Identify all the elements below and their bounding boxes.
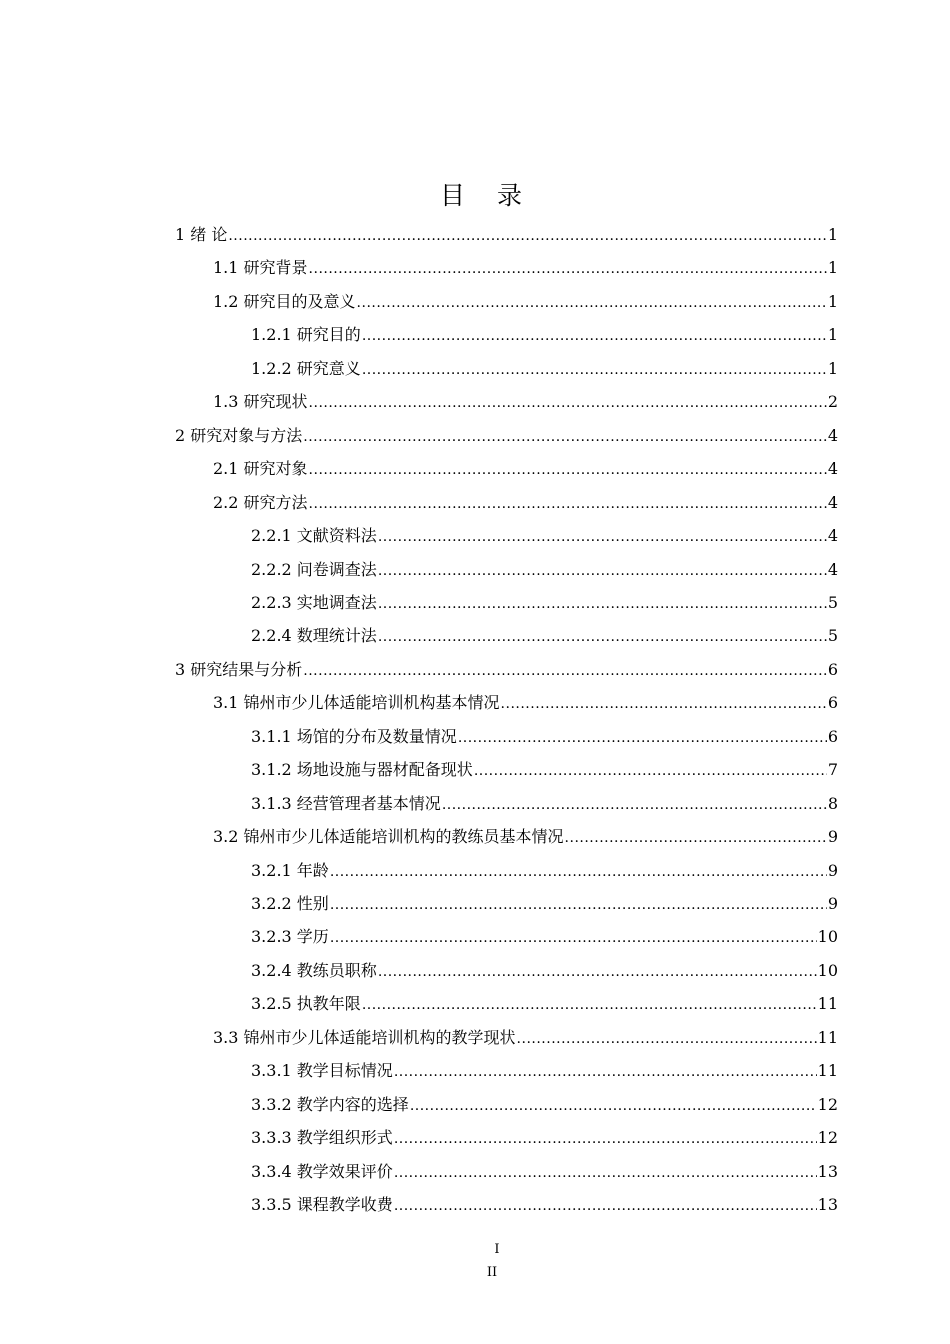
toc-entry-page: 4 xyxy=(827,559,838,579)
toc-dot-leader xyxy=(394,1123,817,1156)
toc-entry-page: 4 xyxy=(827,526,838,546)
toc-entry[interactable] xyxy=(251,787,838,820)
toc-entry-page: 4 xyxy=(827,459,838,479)
toc-entry-label: 3.3 锦州市少儿体适能培训机构的教学现状 xyxy=(213,1027,516,1047)
toc-entry-page: 6 xyxy=(827,659,838,679)
toc-entry-page: 6 xyxy=(827,693,838,713)
toc-dot-leader xyxy=(362,989,817,1022)
toc-entry-page: 10 xyxy=(817,927,838,947)
toc-entry[interactable] xyxy=(251,553,838,586)
toc-entry-label: 3.3.2 教学内容的选择 xyxy=(251,1094,409,1114)
toc-dot-leader xyxy=(330,856,827,889)
toc-dot-leader xyxy=(362,320,827,353)
toc-entry[interactable] xyxy=(213,486,838,519)
toc-entry-page: 9 xyxy=(827,827,838,847)
toc-entry[interactable] xyxy=(251,887,838,920)
toc-dot-leader xyxy=(303,421,827,454)
toc-entry-page: 12 xyxy=(817,1094,838,1114)
toc-dot-leader xyxy=(362,354,827,387)
toc-dot-leader xyxy=(565,822,827,855)
toc-entry-label: 3.3.5 课程教学收费 xyxy=(251,1195,393,1215)
toc-entry-label: 3.3.1 教学目标情况 xyxy=(251,1061,393,1081)
toc-entry-page: 1 xyxy=(827,358,838,378)
toc-dot-leader xyxy=(378,956,817,989)
toc-dot-leader xyxy=(394,1056,817,1089)
toc-entry-label: 1.3 研究现状 xyxy=(213,392,308,412)
toc-entry[interactable] xyxy=(213,385,838,418)
toc-entry-page: 5 xyxy=(827,626,838,646)
toc-dot-leader xyxy=(228,220,826,253)
toc-entry[interactable] xyxy=(175,419,838,452)
toc-entry-page: 10 xyxy=(817,960,838,980)
toc-entry-label: 3.1.3 经营管理者基本情况 xyxy=(251,793,441,813)
toc-entry[interactable] xyxy=(213,1021,838,1054)
toc-dot-leader xyxy=(517,1023,817,1056)
toc-entry-label: 3.1 锦州市少儿体适能培训机构基本情况 xyxy=(213,693,500,713)
toc-entry-label: 3.3.3 教学组织形式 xyxy=(251,1128,393,1148)
toc-entry-page: 1 xyxy=(827,258,838,278)
toc-dot-leader xyxy=(501,688,827,721)
toc-entry[interactable] xyxy=(251,1088,838,1121)
toc-entry[interactable] xyxy=(213,452,838,485)
toc-entry-label: 1.1 研究背景 xyxy=(213,258,308,278)
toc-entry-page: 1 xyxy=(827,225,838,244)
toc-entry[interactable] xyxy=(213,285,838,318)
footer-section-number: II xyxy=(486,1265,498,1280)
toc-entry[interactable] xyxy=(213,686,838,719)
toc-dot-leader xyxy=(357,287,827,320)
page-title: 目 录 xyxy=(440,181,534,210)
toc-entry[interactable] xyxy=(251,854,838,887)
toc-entry[interactable] xyxy=(251,920,838,953)
toc-entry-label: 1.2 研究目的及意义 xyxy=(213,291,356,311)
toc-entry[interactable] xyxy=(251,1054,838,1087)
toc-dot-leader xyxy=(330,922,817,955)
toc-dot-leader xyxy=(378,555,827,588)
toc-entry[interactable] xyxy=(251,987,838,1020)
toc-entry[interactable] xyxy=(251,753,838,786)
toc-entry-page: 11 xyxy=(817,1061,838,1081)
toc-entry-label: 2.2.1 文献资料法 xyxy=(251,526,377,546)
toc-entry-page: 6 xyxy=(827,726,838,746)
toc-entry-label: 2.2.2 问卷调查法 xyxy=(251,559,377,579)
toc-entry-label: 3.2.5 执教年限 xyxy=(251,994,361,1014)
toc-entry-label: 3.1.2 场地设施与器材配备现状 xyxy=(251,760,473,780)
toc-dot-leader xyxy=(303,655,827,688)
toc-entry[interactable] xyxy=(251,619,838,652)
toc-entry-page: 9 xyxy=(827,860,838,880)
toc-dot-leader xyxy=(309,488,827,521)
toc-entry-page: 13 xyxy=(817,1195,838,1215)
toc-entry[interactable] xyxy=(175,218,838,251)
toc-entry[interactable] xyxy=(251,1121,838,1154)
toc-entry-label: 3 研究结果与分析 xyxy=(175,659,303,679)
toc-dot-leader xyxy=(378,588,827,621)
toc-entry[interactable] xyxy=(251,954,838,987)
footer-page-number: I xyxy=(494,1242,500,1257)
toc-dot-leader xyxy=(378,521,827,554)
toc-entry-label: 3.2.3 学历 xyxy=(251,927,329,947)
toc-entry-label: 3.2.1 年龄 xyxy=(251,860,329,880)
toc-entry[interactable] xyxy=(213,251,838,284)
toc-entry-page: 9 xyxy=(827,894,838,913)
toc-entry-label: 3.2.4 教练员职称 xyxy=(251,960,377,980)
toc-dot-leader xyxy=(330,889,827,922)
toc-entry-page: 2 xyxy=(827,392,838,412)
toc-entry-label: 2.2 研究方法 xyxy=(213,492,308,512)
toc-entry[interactable] xyxy=(251,1188,838,1221)
toc-dot-leader xyxy=(410,1090,817,1123)
toc-entry-page: 7 xyxy=(827,760,838,780)
toc-entry-page: 12 xyxy=(817,1128,838,1148)
toc-entry[interactable] xyxy=(251,720,838,753)
toc-entry-label: 1.2.2 研究意义 xyxy=(251,358,361,378)
toc-entry-label: 2 研究对象与方法 xyxy=(175,425,303,445)
toc-entry-label: 2.1 研究对象 xyxy=(213,459,308,479)
toc-entry-label: 2.2.4 数理统计法 xyxy=(251,626,377,646)
toc-entry[interactable] xyxy=(213,820,838,853)
toc-entry-page: 4 xyxy=(827,492,838,512)
toc-entry[interactable] xyxy=(251,352,838,385)
toc-entry-label: 1 绪 论 xyxy=(175,225,228,244)
toc-dot-leader xyxy=(394,1157,817,1190)
toc-entry-page: 4 xyxy=(827,425,838,445)
toc-entry-label: 1.2.1 研究目的 xyxy=(251,325,361,345)
toc-dot-leader xyxy=(378,621,827,654)
toc-entry-page: 11 xyxy=(817,1027,838,1047)
toc-entry-label: 3.2 锦州市少儿体适能培训机构的教练员基本情况 xyxy=(213,827,564,847)
toc-entry[interactable] xyxy=(251,318,838,351)
toc-entry[interactable] xyxy=(251,586,838,619)
toc-dot-leader xyxy=(309,253,827,286)
toc-entry[interactable] xyxy=(251,1155,838,1188)
toc-dot-leader xyxy=(394,1190,817,1223)
toc-entry-label: 3.1.1 场馆的分布及数量情况 xyxy=(251,726,457,746)
toc-dot-leader xyxy=(474,755,827,788)
toc-entry-label: 2.2.3 实地调查法 xyxy=(251,592,377,612)
toc-dot-leader xyxy=(309,454,827,487)
toc-dot-leader xyxy=(442,789,827,822)
toc-entry-page: 5 xyxy=(827,592,838,612)
toc-entry-page: 1 xyxy=(827,325,838,345)
toc-entry-page: 13 xyxy=(817,1161,838,1181)
toc-dot-leader xyxy=(458,722,827,755)
toc-dot-leader xyxy=(309,387,827,420)
toc-entry-label: 3.2.2 性别 xyxy=(251,894,329,913)
toc-entry[interactable] xyxy=(251,519,838,552)
toc-entry-page: 1 xyxy=(827,291,838,311)
toc-entry-page: 11 xyxy=(817,994,838,1014)
toc-entry-label: 3.3.4 教学效果评价 xyxy=(251,1161,393,1181)
toc-entry-page: 8 xyxy=(827,793,838,813)
toc-entry[interactable] xyxy=(175,653,838,686)
